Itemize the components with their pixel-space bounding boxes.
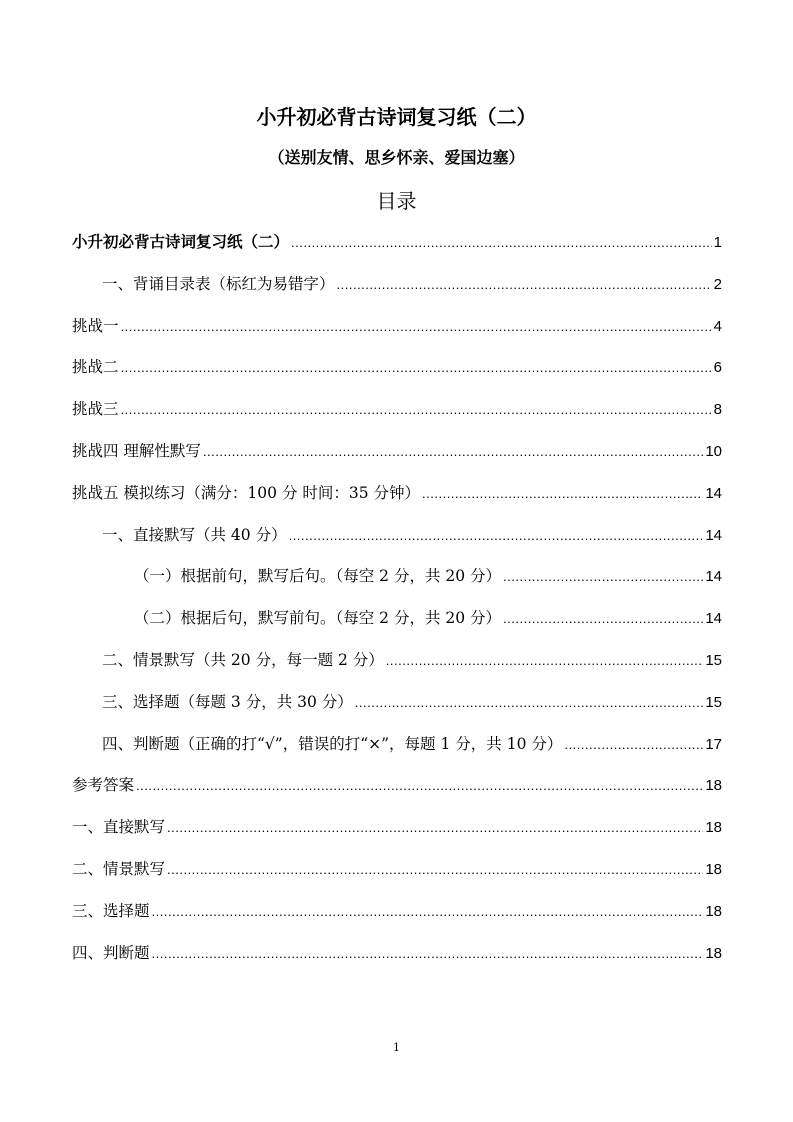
toc-entry-label: 四、判断题（正确的打“√”，错误的打“×”，每题 1 分，共 10 分） xyxy=(102,734,563,753)
toc-dot-leader xyxy=(337,271,712,299)
toc-entry[interactable] xyxy=(72,228,722,270)
toc-entry-label: 挑战二 xyxy=(72,358,119,377)
toc-dot-leader xyxy=(167,814,703,842)
toc-entry[interactable] xyxy=(72,730,722,772)
toc-entry-label: 一、直接默写 xyxy=(72,818,166,837)
toc-entry-label: 一、背诵目录表（标红为易错字） xyxy=(102,274,335,293)
toc-dot-leader xyxy=(564,731,703,759)
toc-entry-page: 6 xyxy=(713,359,722,377)
toc-entry-page: 18 xyxy=(705,777,722,795)
toc-entry-page: 18 xyxy=(705,944,722,962)
toc-entry-label: 二、情景默写 xyxy=(72,859,166,878)
toc-entry[interactable] xyxy=(72,479,722,521)
document-subtitle: （送别友情、思乡怀亲、爱国边塞） xyxy=(268,148,525,167)
toc-entry[interactable] xyxy=(72,646,722,688)
table-of-contents xyxy=(72,228,722,980)
toc-entry[interactable] xyxy=(72,395,722,437)
toc-entry-label: 一、直接默写（共 40 分） xyxy=(102,525,287,544)
toc-dot-leader xyxy=(136,772,703,800)
toc-entry[interactable] xyxy=(72,855,722,897)
toc-dot-leader xyxy=(121,354,712,382)
toc-entry[interactable] xyxy=(72,312,722,354)
toc-entry-label: 挑战一 xyxy=(72,316,119,335)
toc-dot-leader xyxy=(422,480,703,508)
toc-entry-label: 二、情景默写（共 20 分，每一题 2 分） xyxy=(102,650,384,669)
toc-entry-label: （二）根据后句，默写前句。（每空 2 分，共 20 分） xyxy=(134,609,502,628)
toc-dot-leader xyxy=(503,563,703,591)
toc-entry[interactable] xyxy=(72,353,722,395)
toc-dot-leader xyxy=(291,229,712,257)
toc-dot-leader xyxy=(355,689,704,717)
toc-entry[interactable] xyxy=(72,813,722,855)
toc-entry[interactable] xyxy=(72,604,722,646)
toc-entry-page: 17 xyxy=(705,735,722,753)
toc-entry-label: 挑战五 模拟练习（满分：100 分 时间：35 分钟） xyxy=(72,483,421,502)
page-number: 1 xyxy=(393,1041,400,1054)
toc-entry-page: 15 xyxy=(705,651,722,669)
toc-entry-label: 四、判断题 xyxy=(72,943,150,962)
toc-dot-leader xyxy=(386,647,704,675)
toc-entry[interactable] xyxy=(72,771,722,813)
toc-entry-page: 18 xyxy=(705,819,722,837)
toc-dot-leader xyxy=(152,940,704,968)
toc-dot-leader xyxy=(121,313,712,341)
toc-entry-page: 14 xyxy=(705,484,722,502)
toc-entry[interactable] xyxy=(72,521,722,563)
toc-entry-page: 8 xyxy=(713,401,722,419)
toc-entry-page: 10 xyxy=(705,442,722,460)
toc-entry[interactable] xyxy=(72,270,722,312)
toc-dot-leader xyxy=(289,522,704,550)
toc-dot-leader xyxy=(203,438,703,466)
toc-heading: 目录 xyxy=(376,189,417,213)
toc-entry-page: 14 xyxy=(705,568,722,586)
toc-entry[interactable] xyxy=(72,688,722,730)
toc-entry-label: 三、选择题 xyxy=(72,901,150,920)
toc-entry-page: 15 xyxy=(705,693,722,711)
document-title: 小升初必背古诗词复习纸（二） xyxy=(256,105,537,129)
toc-entry-label: （一）根据前句，默写后句。（每空 2 分，共 20 分） xyxy=(134,567,502,586)
toc-entry[interactable] xyxy=(72,897,722,939)
toc-dot-leader xyxy=(167,856,703,884)
toc-entry[interactable] xyxy=(72,562,722,604)
toc-entry-page: 18 xyxy=(705,860,722,878)
toc-entry-label: 挑战三 xyxy=(72,400,119,419)
toc-entry[interactable] xyxy=(72,939,722,981)
toc-dot-leader xyxy=(121,396,712,424)
toc-entry-label: 挑战四 理解性默写 xyxy=(72,441,201,460)
toc-entry-label: 参考答案 xyxy=(72,776,135,795)
toc-entry-page: 14 xyxy=(705,526,722,544)
toc-entry-page: 4 xyxy=(713,317,722,335)
toc-entry-label: 三、选择题（每题 3 分，共 30 分） xyxy=(102,692,353,711)
toc-entry-label: 小升初必背古诗词复习纸（二） xyxy=(72,233,290,251)
toc-entry[interactable] xyxy=(72,437,722,479)
toc-entry-page: 14 xyxy=(705,610,722,628)
toc-entry-page: 2 xyxy=(713,275,722,293)
toc-entry-page: 1 xyxy=(713,234,722,251)
toc-dot-leader xyxy=(503,605,703,633)
toc-entry-page: 18 xyxy=(705,902,722,920)
toc-dot-leader xyxy=(152,898,704,926)
